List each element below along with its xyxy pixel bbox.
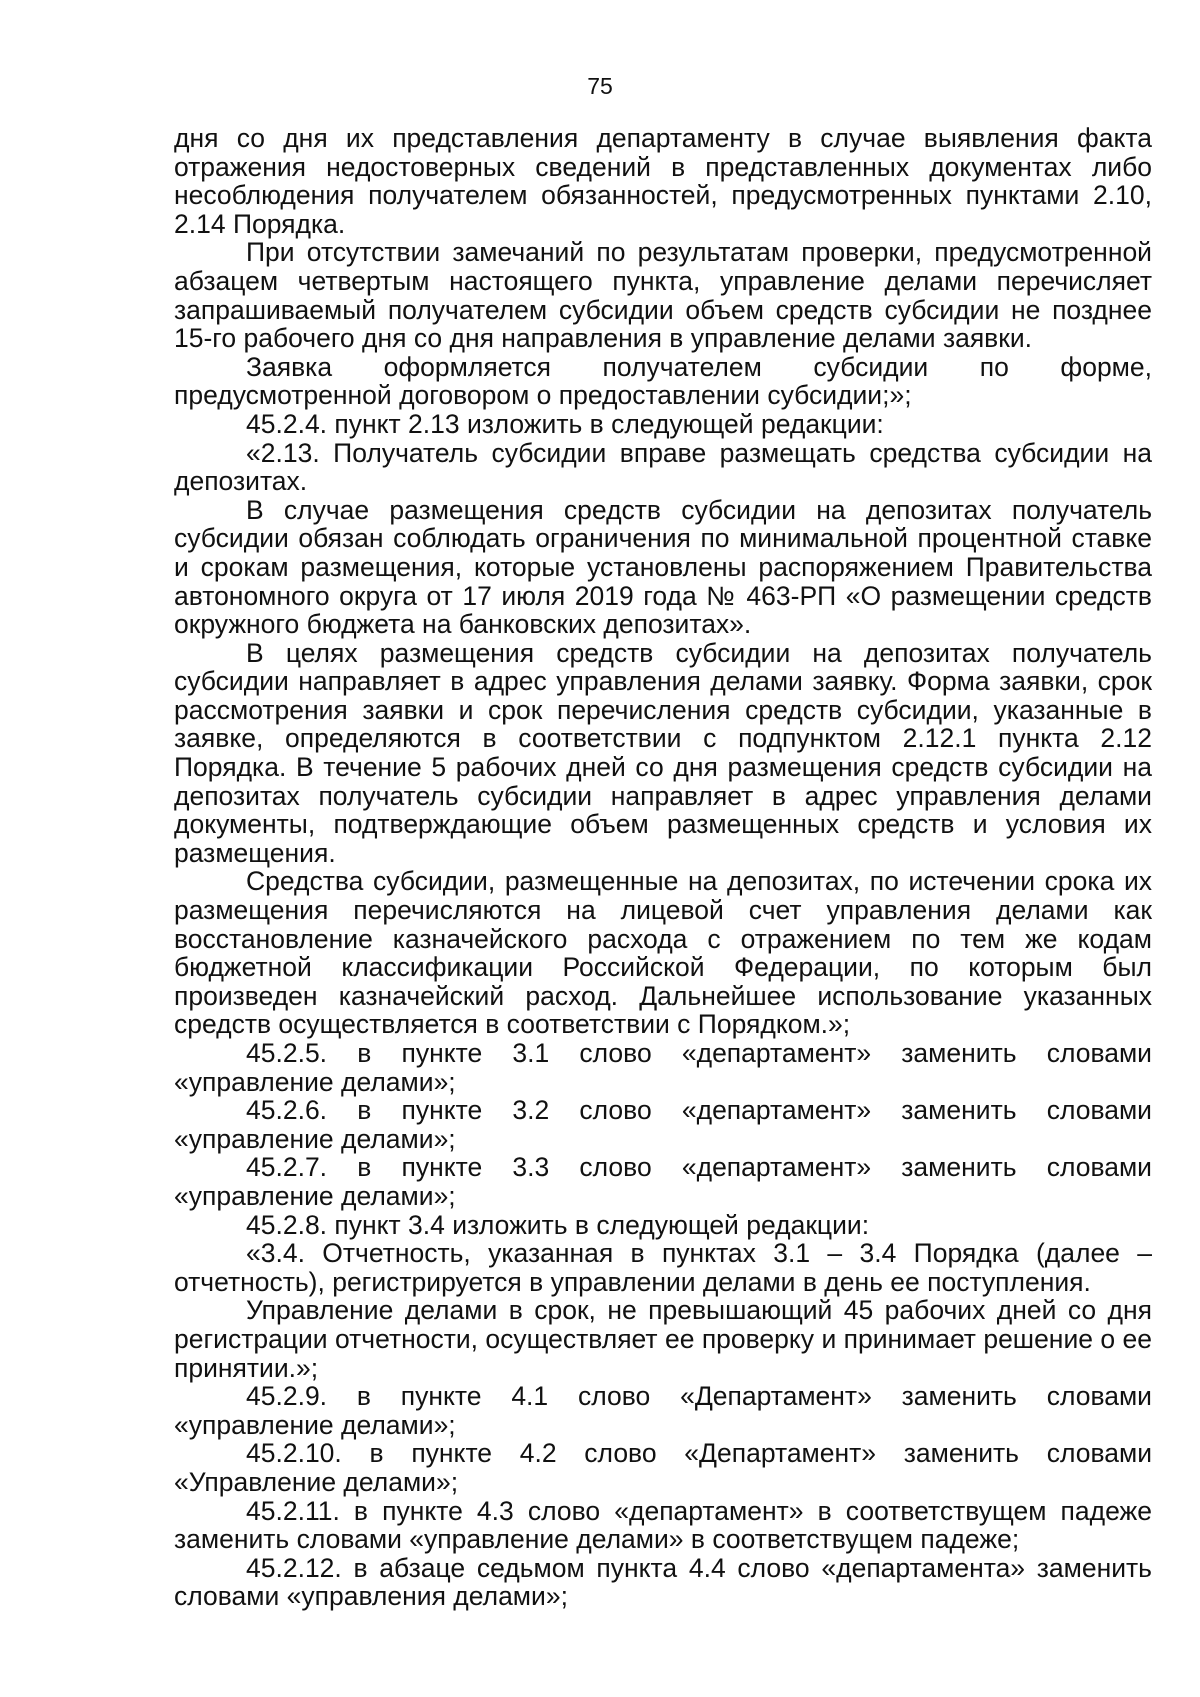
paragraph: 45.2.11. в пункте 4.3 слово «департамент» в соответствущем падеже заменить словами «управление делами» в соответствущем падеже; (174, 1495, 1152, 1555)
paragraph: В случае размещения средств субсидии на депозитах получатель субсидии обязан соблюдать ограничения по минимальной процентной ставке и срокам размещения, которые установлены распоряжением Правительства автономного округа от 17 июля 2019 года № 463-РП «О размещении средств окружного бюджета на банковских депозитах». (174, 494, 1152, 640)
paragraph: 45.2.12. в абзаце седьмом пункта 4.4 слово «департамента» заменить словами «управления делами»; (174, 1552, 1152, 1612)
paragraph: «3.4. Отчетность, указанная в пунктах 3.1 – 3.4 Порядка (далее – отчетность), регистрируется в управлении делами в день ее поступления. (174, 1238, 1152, 1297)
paragraph: 45.2.6. в пункте 3.2 слово «департамент» заменить словами «управление делами»; (174, 1095, 1152, 1154)
paragraph: 45.2.5. в пункте 3.1 слово «департамент» заменить словами «управление делами»; (174, 1038, 1152, 1097)
paragraph: дня со дня их представления департаменту в случае выявления факта отражения недостоверных сведений в представленных документах либо несоблюдения получателем обязанностей, предусмотренных пунктами 2.10, 2.14 Порядка. (174, 123, 1152, 239)
paragraph: Заявка оформляется получателем субсидии по форме, предусмотренной договором о предоставлении субсидии;»; (174, 351, 1152, 411)
paragraph: 45.2.9. в пункте 4.1 слово «Департамент» заменить словами «управление делами»; (174, 1381, 1152, 1440)
paragraph: При отсутствии замечаний по результатам проверки, предусмотренной абзацем четвертым настоящего пункта, управление делами перечисляет запрашиваемый получателем субсидии объем средств субсидии не позднее 15-го рабочего дня со дня направления в управление делами заявки. (174, 237, 1152, 354)
paragraph: 45.2.10. в пункте 4.2 слово «Департамент» заменить словами «Управление делами»; (174, 1438, 1152, 1497)
paragraph: 45.2.7. в пункте 3.3 слово «департамент» заменить словами «управление делами»; (174, 1152, 1152, 1211)
paragraph: «2.13. Получатель субсидии вправе размещать средства субсидии на депозитах. (174, 437, 1152, 497)
paragraph: Управление делами в срок, не превышающий 45 рабочих дней со дня регистрации отчетности, осуществляет ее проверку и принимает решение о ее принятии.»; (174, 1295, 1152, 1383)
paragraph: В целях размещения средств субсидии на депозитах получатель субсидии направляет в адрес управления делами заявку. Форма заявки, срок рассмотрения заявки и срок перечисления средств субсидии, указанные в заявке, определяются в соответствии с подпунктом 2.12.1 пункта 2.12 Порядка. В течение 5 рабочих дней со дня размещения средств субсидии на депозитах получатель субсидии направляет в адрес управления делами документы, подтверждающие объем размещенных средств и условия их размещения. (174, 637, 1152, 868)
body-text (174, 124, 1152, 1611)
paragraph: Средства субсидии, размещенные на депозитах, по истечении срока их размещения перечисляются на лицевой счет управления делами как восстановление казначейского расхода с отражением по тем же кодам бюджетной классификации Российской Федерации, по которым был произведен казначейский расход. Дальнейшее использование указанных средств осуществляется в соответствии с Порядком.»; (174, 866, 1152, 1040)
page-number: 75 (587, 73, 613, 99)
paragraph: 45.2.4. пункт 2.13 изложить в следующей редакции: (246, 408, 884, 439)
paragraph: 45.2.8. пункт 3.4 изложить в следующей редакции: (246, 1209, 870, 1240)
